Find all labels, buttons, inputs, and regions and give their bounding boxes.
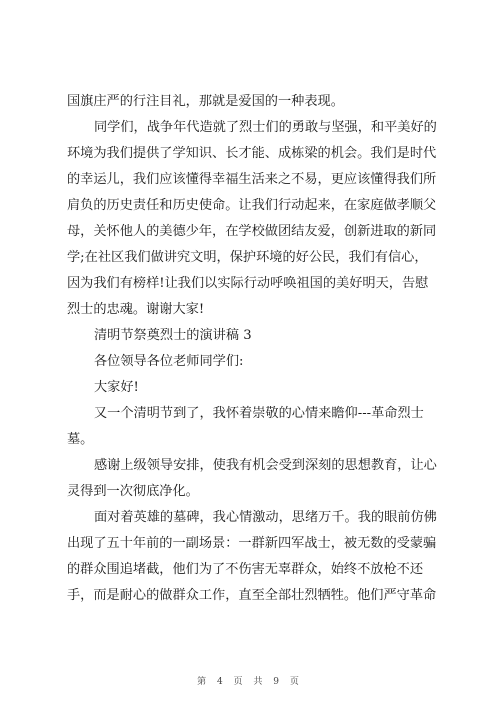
page-number-footer: 第 4 页 共 9 页 <box>197 677 303 687</box>
greeting: 大家好! <box>94 380 139 395</box>
text-line: 母，关怀他人的美德少年，在学校做团结友爱，创新进取的新同 <box>67 224 437 239</box>
text-line: 因为我们有榜样!让我们以实际行动呼唤祖国的美好明天，告慰 <box>67 276 429 291</box>
text-line: 环境为我们提供了学知识、长才能、成栋梁的机会。我们是时代 <box>67 146 437 161</box>
text-line: 国旗庄严的行注目礼，那就是爱国的一种表现。 <box>67 94 344 109</box>
salutation: 各位领导各位老师同学们: <box>94 354 244 369</box>
text-line: 肩负的历史责任和历史使命。让我们行动起来，在家庭做孝顺父 <box>67 198 437 213</box>
text-line: 学;在社区我们做讲究文明，保护环境的好公民，我们有信心， <box>67 250 428 265</box>
text-line: 的幸运儿，我们应该懂得幸福生活来之不易，更应该懂得我们所 <box>67 172 437 187</box>
text-line: 出现了五十年前的一副场景：一群新四军战士，被无数的受蒙骗 <box>67 536 437 551</box>
text-line: 灵得到一次彻底净化。 <box>67 484 199 499</box>
text-line: 又一个清明节到了，我怀着崇敬的心情来瞻仰---革命烈士 <box>94 406 424 421</box>
section-heading: 清明节祭奠烈士的演讲稿 3 <box>94 328 252 343</box>
text-line: 感谢上级领导安排，使我有机会受到深刻的思想教育，让心 <box>94 458 437 473</box>
text-line: 面对着英雄的墓碑，我心情激动，思绪万千。我的眼前仿佛 <box>94 510 437 525</box>
body-text <box>67 89 443 609</box>
text-line: 烈士的忠魂。谢谢大家! <box>67 302 205 317</box>
text-line: 手，而是耐心的做群众工作，直至全部壮烈牺牲。他们严守革命 <box>67 588 437 603</box>
text-line: 墓。 <box>67 432 94 447</box>
text-line: 的群众围追堵截，他们为了不伤害无辜群众，始终不放枪不还 <box>67 562 424 577</box>
text-line: 同学们，战争年代造就了烈士们的勇敢与坚强，和平美好的 <box>94 120 437 135</box>
